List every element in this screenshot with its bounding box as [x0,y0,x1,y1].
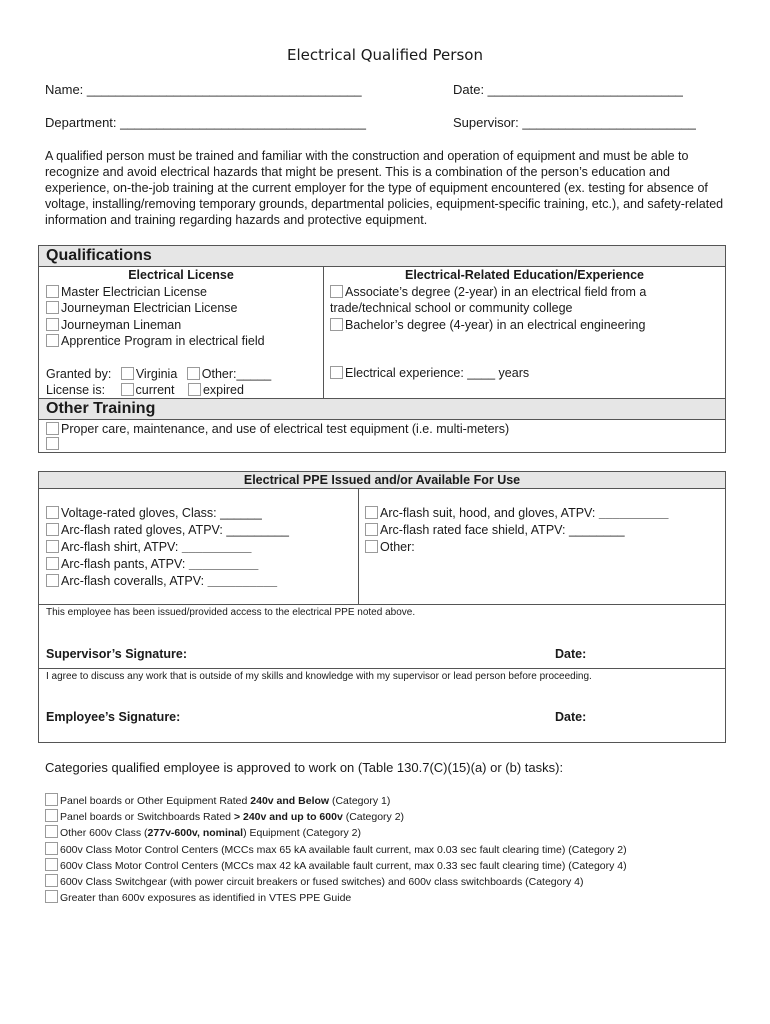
checkbox[interactable] [46,301,59,314]
checkbox[interactable] [365,506,378,519]
granted-row [46,366,271,382]
checkbox[interactable] [46,540,59,553]
ppe-left-list [46,505,289,590]
column-divider [323,266,324,398]
issued-statement: This employee has been issued/provided access to the electrical PPE noted above. [46,607,416,618]
experience-row[interactable]: Electrical experience: ____ years [330,366,529,380]
granted-by-label: Granted by: [46,367,112,381]
checkbox[interactable] [365,523,378,536]
other-training-list [46,422,509,452]
checkbox[interactable] [46,334,59,347]
checkbox[interactable] [45,825,58,838]
checkbox[interactable] [46,318,59,331]
qualifications-heading: Qualifications [46,247,152,264]
checkbox[interactable] [46,437,59,450]
ppe-column-divider [358,488,359,604]
checkbox[interactable] [45,890,58,903]
name-field[interactable]: Name: ______________________________________ [45,82,362,97]
granted-virginia-label: Virginia [135,367,178,381]
category-item[interactable]: Panel boards or Other Equipment Rated 240v and Below (Category 1) [45,793,627,809]
checkbox[interactable] [46,506,59,519]
checkbox[interactable] [45,858,58,871]
education-item[interactable]: Bachelor’s degree (4-year) in an electrical engineering [330,317,646,333]
ppe-item[interactable]: Arc-flash rated gloves, ATPV: _________ [46,522,289,539]
intro-paragraph: A qualified person must be trained and familiar with the construction and operation of equipment and must be able to recognize and avoid electrical hazards that might be present. This is a combination of the person’s education and experience, on-the-job training at the current employer for the type of equipment encountered (ex. testing for absence of voltage, installing/removing temporary grounds, departmental policies, equipment-specific training, etc.), and safety-related information and training regarding hazards and protective equipment. [45,149,724,227]
ppe-item[interactable]: Voltage-rated gloves, Class: ______ [46,505,289,522]
license-status-row [46,382,244,398]
supervisor-field[interactable]: Supervisor: ________________________ [453,115,696,130]
ppe-item[interactable]: Other: [365,539,668,556]
employee-signature-label[interactable]: Employee’s Signature: [46,710,181,724]
categories-list [45,793,627,906]
education-item[interactable]: Associate’s degree (2-year) in an electrical field from a [330,284,646,300]
granted-other-label: Other:_____ [201,367,272,381]
checkbox[interactable] [121,383,134,396]
education-heading: Electrical-Related Education/Experience [405,268,644,282]
date-field[interactable]: Date: ___________________________ [453,82,683,97]
categories-heading: Categories qualified employee is approved to work on (Table 130.7(C)(15)(a) or (b) tasks): [45,760,564,775]
supervisor-signature-label[interactable]: Supervisor’s Signature: [46,647,188,661]
category-item[interactable]: 600v Class Switchgear (with power circuit breakers or fused switches) and 600v class switchboards (Category 4) [45,874,627,890]
category-item[interactable]: Other 600v Class (277v-600v, nominal) Equipment (Category 2) [45,825,627,841]
other-training-item[interactable]: Proper care, maintenance, and use of electrical test equipment (i.e. multi-meters) [46,422,509,437]
education-list [330,284,646,333]
category-item[interactable]: 600v Class Motor Control Centers (MCCs max 42 kA available fault current, max 0.33 sec fault clearing time) (Category 4) [45,858,627,874]
department-field[interactable]: Department: __________________________________ [45,115,366,130]
license-item[interactable]: Journeyman Lineman [46,317,265,333]
qualifications-section [38,245,726,453]
ppe-heading: Electrical PPE Issued and/or Available For Use [39,472,725,489]
agree-statement: I agree to discuss any work that is outside of my skills and knowledge with my supervisor or lead person before proceeding. [46,671,592,682]
license-heading: Electrical License [128,268,234,282]
category-item[interactable]: Panel boards or Switchboards Rated > 240v and up to 600v (Category 2) [45,809,627,825]
checkbox[interactable] [187,367,200,380]
license-current-label: current [135,383,175,397]
license-item[interactable]: Journeyman Electrician License [46,300,265,316]
checkbox[interactable] [45,793,58,806]
ppe-right-list [365,505,668,556]
license-expired-label: expired [202,383,244,397]
supervisor-signature-row [39,604,725,669]
education-item-continued: trade/technical school or community college [330,301,573,316]
employee-signature-row [39,668,725,743]
checkbox[interactable] [365,540,378,553]
checkbox[interactable] [46,557,59,570]
category-item[interactable]: 600v Class Motor Control Centers (MCCs max 65 kA available fault current, max 0.03 sec fault clearing time) (Category 2) [45,842,627,858]
category-item[interactable]: Greater than 600v exposures as identified in VTES PPE Guide [45,890,627,906]
supervisor-date-label[interactable]: Date: [555,647,587,661]
employee-date-label[interactable]: Date: [555,710,587,724]
checkbox[interactable] [46,422,59,435]
checkbox[interactable] [121,367,134,380]
checkbox[interactable] [45,874,58,887]
ppe-item[interactable]: Arc-flash rated face shield, ATPV: ________ [365,522,668,539]
checkbox[interactable] [46,285,59,298]
license-is-label: License is: [46,383,106,397]
license-item[interactable]: Master Electrician License [46,284,265,300]
ppe-item[interactable]: Arc-flash shirt, ATPV: __________ [46,539,289,556]
other-training-heading: Other Training [46,400,156,417]
checkbox[interactable] [188,383,201,396]
checkbox[interactable] [45,842,58,855]
ppe-section [38,471,726,743]
other-training-header [39,398,725,420]
checkbox[interactable] [46,574,59,587]
license-list [46,284,265,349]
other-training-item-blank[interactable] [46,437,509,452]
checkbox[interactable] [45,809,58,822]
checkbox[interactable] [330,366,343,379]
qualifications-header [39,246,725,267]
ppe-item[interactable]: Arc-flash pants, ATPV: __________ [46,556,289,573]
page-title: Electrical Qualified Person [287,46,483,64]
checkbox[interactable] [330,285,343,298]
checkbox[interactable] [46,523,59,536]
license-item[interactable]: Apprentice Program in electrical field [46,333,265,349]
ppe-item[interactable]: Arc-flash coveralls, ATPV: __________ [46,573,289,590]
checkbox[interactable] [330,318,343,331]
ppe-item[interactable]: Arc-flash suit, hood, and gloves, ATPV: __________ [365,505,668,522]
